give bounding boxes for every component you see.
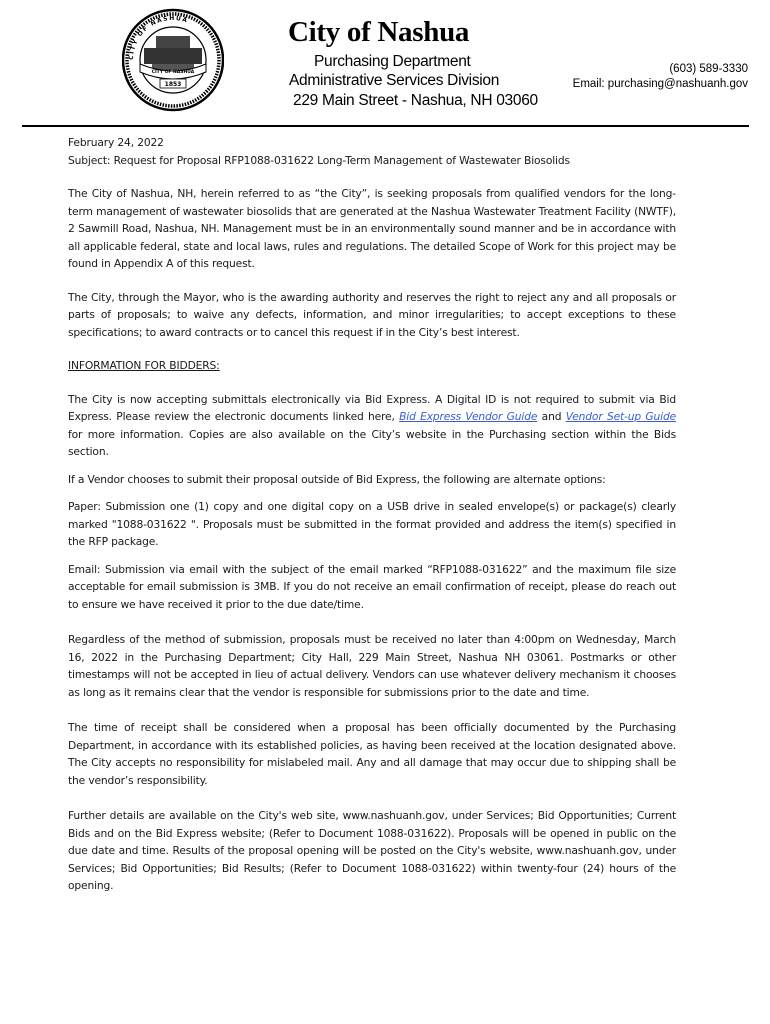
seal-year: 1853 [164,81,182,88]
info-heading-text: INFORMATION FOR BIDDERS: [68,359,220,372]
email-address: Email: purchasing@nashuanh.gov [572,78,748,90]
division-name: Administrative Services Division [289,72,500,89]
intro-paragraph: The City of Nashua, NH, herein referred to as “the City”, is seeking proposals from qualified vendors for the long-term management of wastewater biosolids that are generated at the Nashua Wastewater Treatment Facility (NWTF), 2 Sawmill Road, Nashua, NH. Management must be in an environmentally sound manner and be in accordance with all applicable federal, state and local laws, rules and regulations. The detailed Scope of Work for this project may be found in Appendix A of this request. [68,187,676,270]
email-option-paragraph: Email: Submission via email with the subject of the email marked “RFP1088-031622” and the maximum file size acceptable for email submission is 3MB. If you do not receive an email confirmation of receipt, please do reach out to ensure we have received it prior to the due date/time. [68,562,676,611]
phone-number: (603) 589-3330 [669,63,748,75]
bid-express-vendor-guide-link[interactable]: Bid Express Vendor Guide [399,410,538,423]
vendor-setup-guide-link[interactable]: Vendor Set-up Guide [565,410,677,423]
letter-date: February 24, 2022 [68,136,164,149]
letter-subject: Subject: Request for Proposal RFP1088-031622 Long-Term Management of Wastewater Biosolids [68,153,570,167]
header-divider [22,125,749,127]
seal-banner-text: CITY OF NASHUA [151,70,195,75]
department-name: Purchasing Department [314,53,471,70]
letter-body [68,134,676,895]
info-heading [68,357,676,375]
electronic-text-3: for more information. Copies are also available on the City’s website in the Purchasing section within the Bids section. [68,427,676,458]
street-address: 229 Main Street - Nashua, NH 03060 [293,92,538,109]
further-details-paragraph: Further details are available on the City's web site, www.nashuanh.gov, under Services; Bid Opportunities; Current Bids and on the Bid Express website; (Refer to Document 1088-031622). Proposals will be opened in public on the due date and time. Results of the proposal opening will be posted on the City's website, www.nashuanh.gov, under Services; Bid Opportunities; Bid Results; (Refer to Document 1088-031622) within twenty-four (24) hours of the opening. [68,809,676,892]
city-seal-logo [122,8,224,112]
page-title: City of Nashua [288,16,470,48]
paper-option-paragraph: Paper: Submission one (1) copy and one digital copy on a USB drive in sealed envelope(s) or package(s) clearly marked "1088-031622 ". Proposals must be submitted in the format provided and address the item(s) specified in the RFP package. [68,500,676,548]
deadline-paragraph: Regardless of the method of submission, proposals must be received no later than 4:00pm on Wednesday, March 16, 2022 in the Purchasing Department; City Hall, 229 Main Street, Nashua NH 03061. Postmarks or other timestamps will not be accepted in lieu of actual delivery. Vendors can use whatever delivery mechanism it chooses as long as it remains clear that the vendor is responsible for submissions prior to the date and time. [68,633,676,699]
electronic-submission-paragraph [68,391,676,461]
authority-paragraph: The City, through the Mayor, who is the awarding authority and reserves the right to reject any and all proposals or parts of proposals; to waive any defects, information, and minor irregularities; to accept exceptions to these specifications; to award contracts or to cancel this request if in the City’s best interest. [68,290,676,339]
seal-ring-text: CITY OF NASHUA [127,14,190,61]
receipt-paragraph: The time of receipt shall be considered when a proposal has been officially documented by the Purchasing Department, in accordance with its established policies, as having been received at the location designated above. The City accepts no responsibility for mislabeled mail. Any and all damage that may occur due to shipping shall be the vendor’s responsibility. [68,721,676,787]
electronic-text-1: The City is now accepting submittals electronically via Bid Express. A Digital ID is not required to submit via Bid Express. Please review the electronic documents linked here, [68,392,676,423]
electronic-text-2: and [537,410,566,423]
alternate-options-paragraph: If a Vendor chooses to submit their proposal outside of Bid Express, the following are alternate options: [68,472,606,486]
